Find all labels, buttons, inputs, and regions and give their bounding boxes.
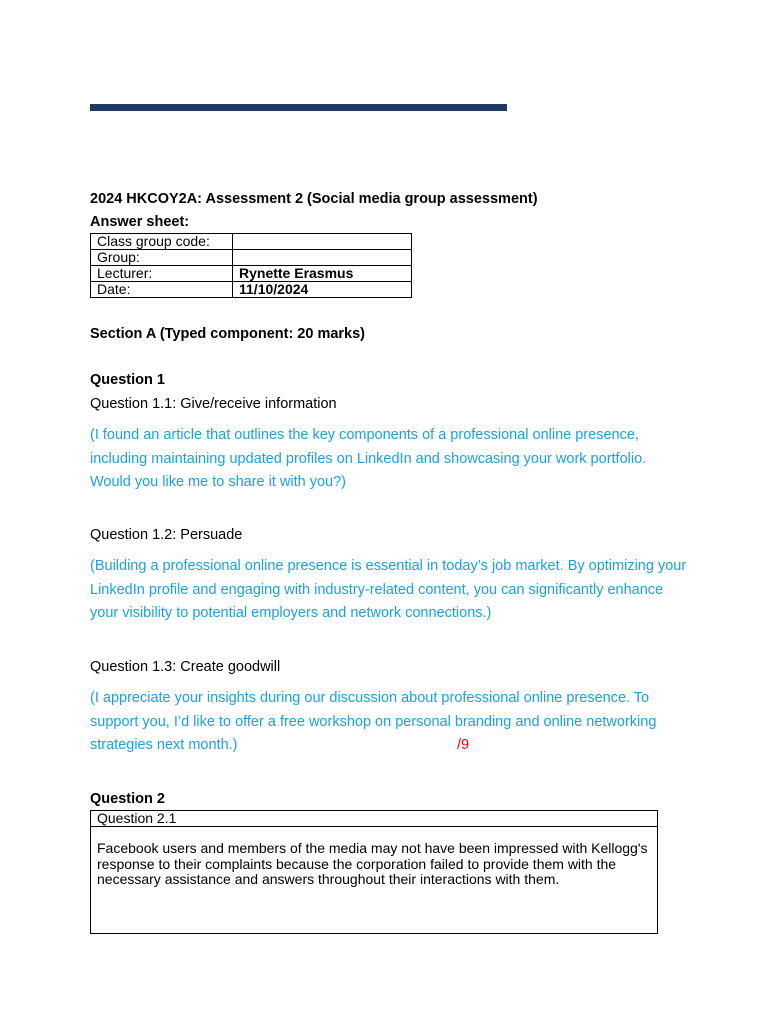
class-group-code-value xyxy=(233,234,412,250)
question-1-2-label: Question 1.2: Persuade xyxy=(90,527,243,543)
table-row xyxy=(91,234,412,250)
table-row xyxy=(91,282,412,298)
table-row xyxy=(91,811,658,827)
answer-sheet-label: Answer sheet: xyxy=(90,214,190,230)
question-2-1-answer: Facebook users and members of the media may not have been impressed with Kellogg's response to their complaints because the corporation failed to provide them with the necessary assistance and answers throughout their interactions with them. xyxy=(91,827,658,934)
class-group-code-label: Class group code: xyxy=(91,234,233,250)
question-1-2-answer: (Building a professional online presence is essential in today’s job market. By optimizing your LinkedIn profile and engaging with industry-related content, you can significantly enhance your visibility to potential employers and network connections.) xyxy=(90,558,687,621)
lecturer-value: Rynette Erasmus xyxy=(233,266,412,282)
question-1-heading: Question 1 xyxy=(90,372,165,388)
lecturer-label: Lecturer: xyxy=(91,266,233,282)
question-1-3-label: Question 1.3: Create goodwill xyxy=(90,659,281,675)
group-label: Group: xyxy=(91,250,233,266)
group-value xyxy=(233,250,412,266)
header-banner xyxy=(90,104,507,111)
table-row xyxy=(91,266,412,282)
date-value: 11/10/2024 xyxy=(233,282,412,298)
document-title: 2024 HKCOY2A: Assessment 2 (Social media group assessment) xyxy=(90,191,538,207)
question-2-1-label: Question 2.1 xyxy=(91,811,658,827)
table-row xyxy=(91,250,412,266)
question-1-1-label: Question 1.1: Give/receive information xyxy=(90,396,337,412)
question-2-heading: Question 2 xyxy=(90,791,165,807)
question-1-3-answer: (I appreciate your insights during our discussion about professional online presence. To support you, I’d like to offer a free workshop on personal branding and online networking strategies next month.) xyxy=(90,690,657,753)
question-1-1-answer: (I found an article that outlines the key components of a professional online presence, including maintaining updated profiles on LinkedIn and showcasing your work portfolio. Would you like me to share it with you?) xyxy=(90,427,647,490)
date-label: Date: xyxy=(91,282,233,298)
question-2-table xyxy=(90,810,658,934)
info-table xyxy=(90,233,412,298)
table-row xyxy=(91,827,658,934)
question-1-mark: /9 xyxy=(457,737,470,753)
section-a-heading: Section A (Typed component: 20 marks) xyxy=(90,326,366,342)
